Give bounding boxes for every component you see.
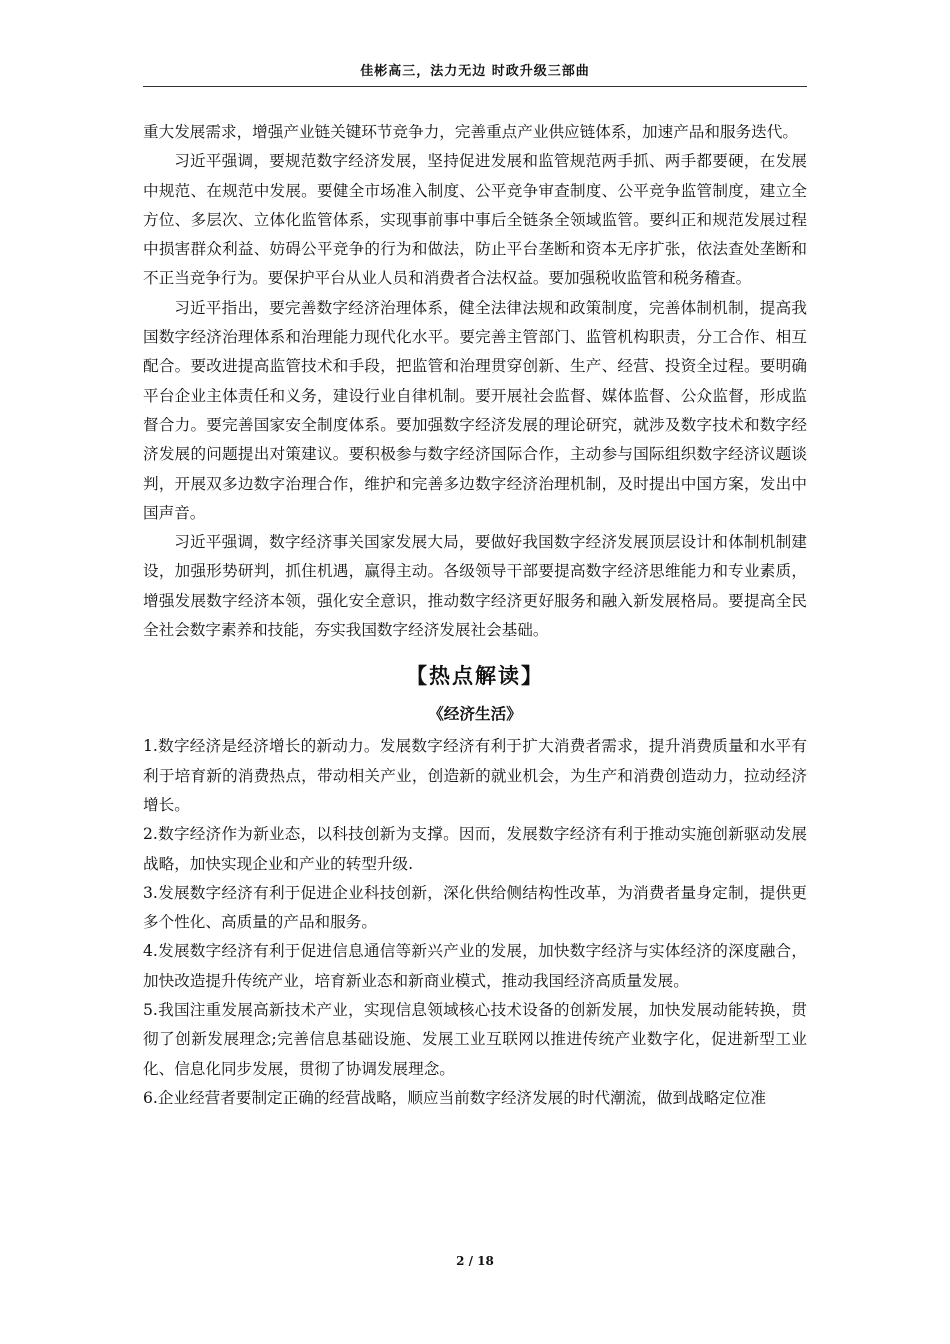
list-item: 1.数字经济是经济增长的新动力。发展数字经济有利于扩大消费者需求，提升消费质量和水平有利于培育新的消费热点，带动相关产业，创造新的就业机会，为生产和消费创造动力，拉动经济增长。 <box>143 737 807 814</box>
body-paragraph: 重大发展需求，增强产业链关键环节竞争力，完善重点产业供应链体系，加速产品和服务迭代。 <box>143 123 798 141</box>
list-item: 5.我国注重发展高新技术产业，实现信息领域核心技术设备的创新发展，加快发展动能转换，贯彻了创新发展理念;完善信息基础设施、发展工业互联网以推进传统产业数字化，促进新型工业化、信息化同步发展，贯彻了协调发展理念。 <box>143 1001 807 1078</box>
body-paragraph: 习近平指出，要完善数字经济治理体系，健全法律法规和政策制度，完善体制机制，提高我国数字经济治理体系和治理能力现代化水平。要完善主管部门、监管机构职责，分工合作、相互配合。要改进提高监管技术和手段，把监管和治理贯穿创新、生产、经营、投资全过程。要明确平台企业主体责任和义务，建设行业自律机制。要开展社会监督、媒体监督、公众监督，形成监督合力。要完善国家安全制度体系。要加强数字经济发展的理论研究，就涉及数字技术和数字经济发展的问题提出对策建议。要积极参与数字经济国际合作，主动参与国际组织数字经济议题谈判，开展双多边数字治理合作，维护和完善多边数字经济治理机制，及时提出中国方案，发出中国声音。 <box>143 298 807 522</box>
list-item: 4.发展数字经济有利于促进信息通信等新兴产业的发展，加快数字经济与实体经济的深度融合，加快改造提升传统产业，培育新业态和新商业模式，推动我国经济高质量发展。 <box>143 942 807 990</box>
page-number: 2 / 18 <box>456 1254 494 1268</box>
body-paragraph: 习近平强调，数字经济事关国家发展大局，要做好我国数字经济发展顶层设计和体制机制建设，加强形势研判，抓住机遇，赢得主动。各级领导干部要提高数字经济思维能力和专业素质，增强发展数字经济本领，强化安全意识，推动数字经济更好服务和融入新发展格局。要提高全民全社会数字素养和技能，夯实我国数字经济发展社会基础。 <box>143 533 807 640</box>
header-divider <box>143 86 807 87</box>
section-subheading: 《经济生活》 <box>428 704 522 724</box>
list-item: 2.数字经济作为新业态，以科技创新为支撑。因而，发展数字经济有利于推动实施创新驱动发展战略，加快实现企业和产业的转型升级. <box>143 825 807 873</box>
list-item: 6.企业经营者要制定正确的经营战略，顺应当前数字经济发展的时代潮流，做到战略定位准 <box>143 1088 767 1107</box>
section-heading: 【热点解读】 <box>406 663 544 689</box>
document-body <box>143 118 807 1113</box>
page-header-title: 佳彬高三，法力无边 时政升级三部曲 <box>360 64 590 79</box>
list-item: 3.发展数字经济有利于促进企业科技创新，深化供给侧结构性改革，为消费者量身定制，提供更多个性化、高质量的产品和服务。 <box>143 883 807 932</box>
body-paragraph: 习近平强调，要规范数字经济发展，坚持促进发展和监管规范两手抓、两手都要硬，在发展中规范、在规范中发展。要健全市场准入制度、公平竞争审查制度、公平竞争监管制度，建立全方位、多层次、立体化监管体系，实现事前事中事后全链条全领域监管。要纠正和规范发展过程中损害群众利益、妨碍公平竞争的行为和做法，防止平台垄断和资本无序扩张，依法查处垄断和不正当竞争行为。要保护平台从业人员和消费者合法权益。要加强税收监管和税务稽查。 <box>143 152 807 288</box>
